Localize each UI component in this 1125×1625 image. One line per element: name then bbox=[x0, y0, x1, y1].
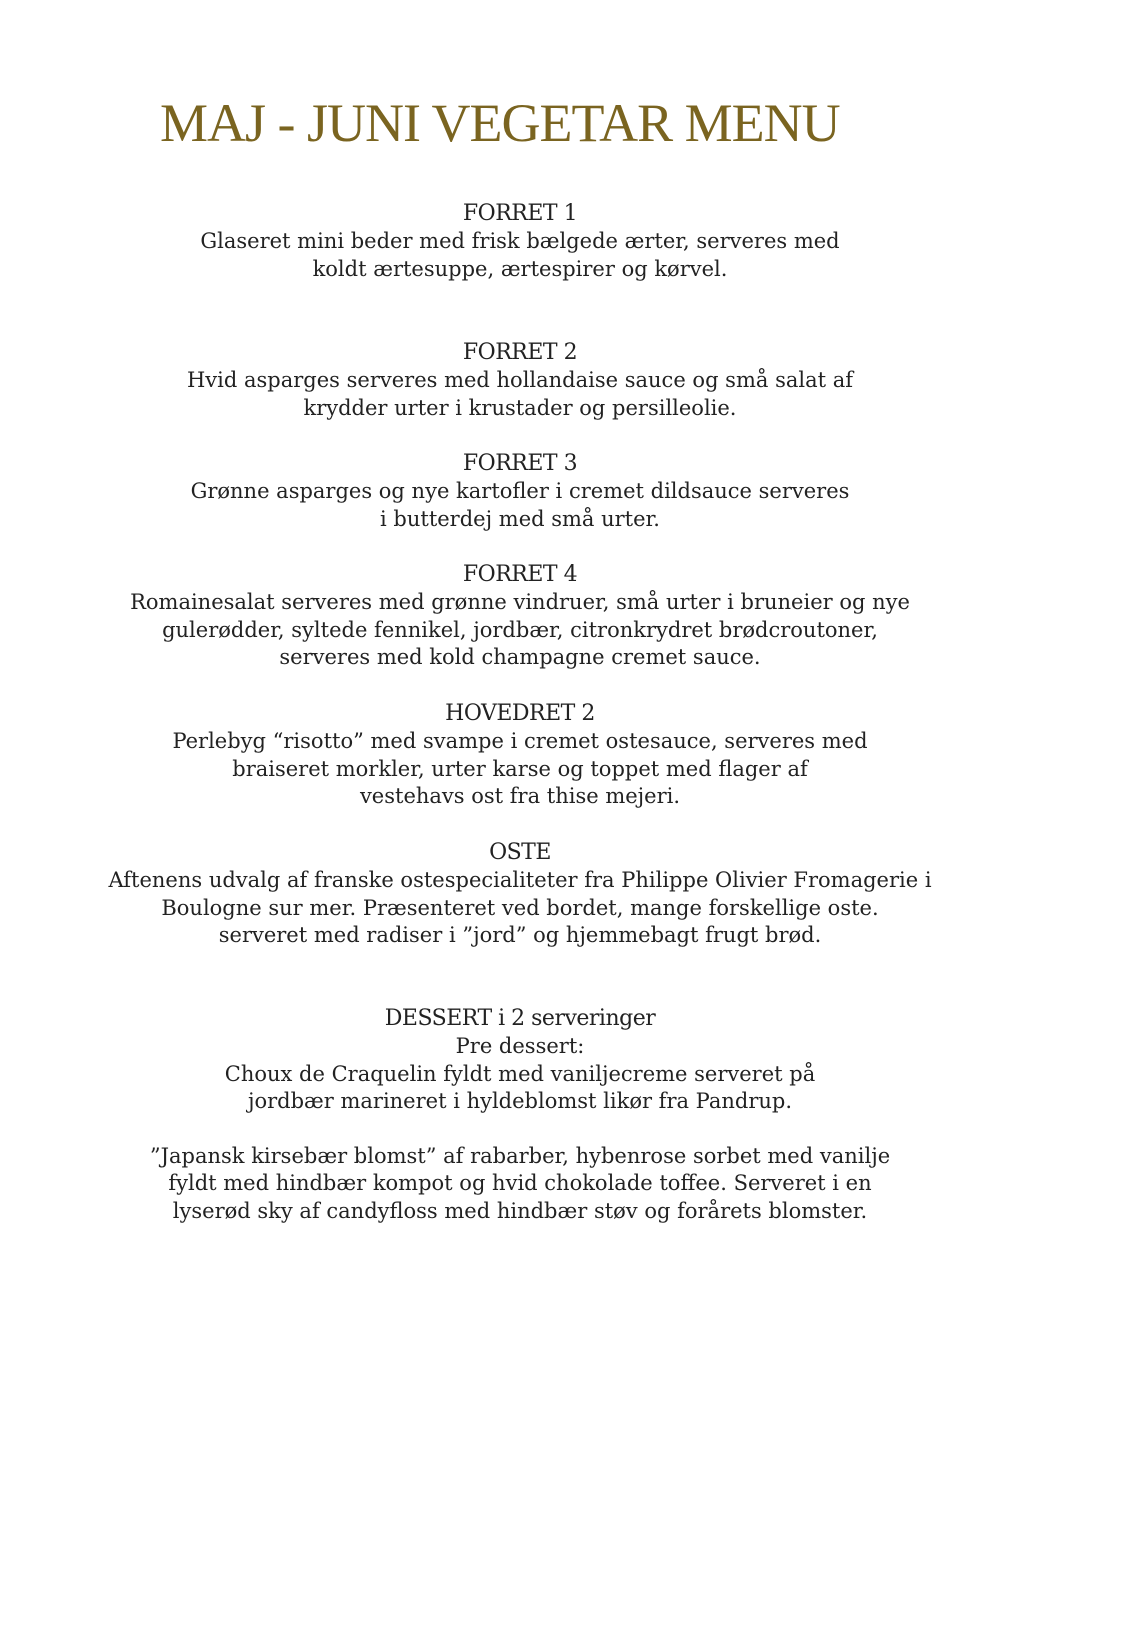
course-description-line: koldt ærtesuppe, ærtespirer og kørvel. bbox=[312, 256, 728, 281]
course-heading: FORRET 2 bbox=[462, 340, 578, 365]
spacer bbox=[0, 1116, 1040, 1143]
course-description-line: ”Japansk kirsebær blomst” af rabarber, hybenrose sorbet med vanilje bbox=[149, 1143, 891, 1168]
course-hovedret-2 bbox=[0, 700, 1040, 811]
course-heading: HOVEDRET 2 bbox=[445, 701, 595, 726]
course-forret-2 bbox=[0, 339, 1040, 422]
course-description-line: krydder urter i krustader og persilleolie. bbox=[303, 395, 737, 420]
course-forret-4 bbox=[0, 561, 1040, 672]
course-description-line: Perlebyg “risotto” med svampe i cremet ostesauce, serveres med bbox=[172, 729, 868, 753]
course-description-line: Glaseret mini beder med frisk bælgede ærter, serveres med bbox=[200, 229, 840, 253]
course-heading: DESSERT i 2 serveringer bbox=[384, 1006, 656, 1031]
course-description-line: serveret med radiser i ”jord” og hjemmebagt frugt brød. bbox=[218, 923, 822, 947]
course-description-line: gulerødder, syltede fennikel, jordbær, citronkrydret brødcroutoner, bbox=[162, 617, 878, 642]
course-description-line: Boulogne sur mer. Præsenteret ved bordet, mange forskellige oste. bbox=[161, 895, 879, 920]
course-dessert bbox=[0, 1005, 1040, 1225]
course-description-line: i butterdej med små urter. bbox=[380, 506, 660, 531]
pre-dessert-label: Pre dessert: bbox=[455, 1034, 585, 1058]
course-description-line: Romainesalat serveres med grønne vindruer, små urter i bruneier og nye bbox=[130, 590, 910, 614]
course-description-line: lyserød sky af candyfloss med hindbær støv og forårets blomster. bbox=[172, 1198, 868, 1223]
course-description-line: Aftenens udvalg af franske ostespecialiteter fra Philippe Olivier Fromagerie i bbox=[108, 868, 932, 892]
course-description-line: serveres med kold champagne cremet sauce. bbox=[279, 645, 761, 669]
course-description-line: braiseret morkler, urter karse og toppet med flager af bbox=[232, 756, 808, 781]
course-forret-1 bbox=[0, 200, 1040, 283]
course-description-line: Choux de Craquelin fyldt med vaniljecreme serveret på bbox=[224, 1061, 816, 1086]
course-oste bbox=[0, 839, 1040, 950]
course-description-line: Grønne asparges og nye kartofler i cremet dildsauce serveres bbox=[190, 479, 850, 503]
course-heading: FORRET 3 bbox=[462, 451, 578, 476]
course-heading: OSTE bbox=[489, 840, 551, 865]
course-forret-3 bbox=[0, 450, 1040, 533]
menu-title: MAJ - JUNI VEGETAR MENU bbox=[160, 93, 840, 153]
course-description-line: jordbær marineret i hyldeblomst likør fra Pandrup. bbox=[247, 1089, 793, 1113]
course-description-line: fyldt med hindbær kompot og hvid chokolade toffee. Serveret i en bbox=[168, 1171, 872, 1195]
course-heading: FORRET 1 bbox=[462, 201, 578, 226]
course-description-line: vestehavs ost fra thise mejeri. bbox=[359, 784, 681, 808]
course-description-line: Hvid asparges serveres med hollandaise sauce og små salat af bbox=[186, 368, 854, 392]
course-heading: FORRET 4 bbox=[462, 562, 578, 587]
